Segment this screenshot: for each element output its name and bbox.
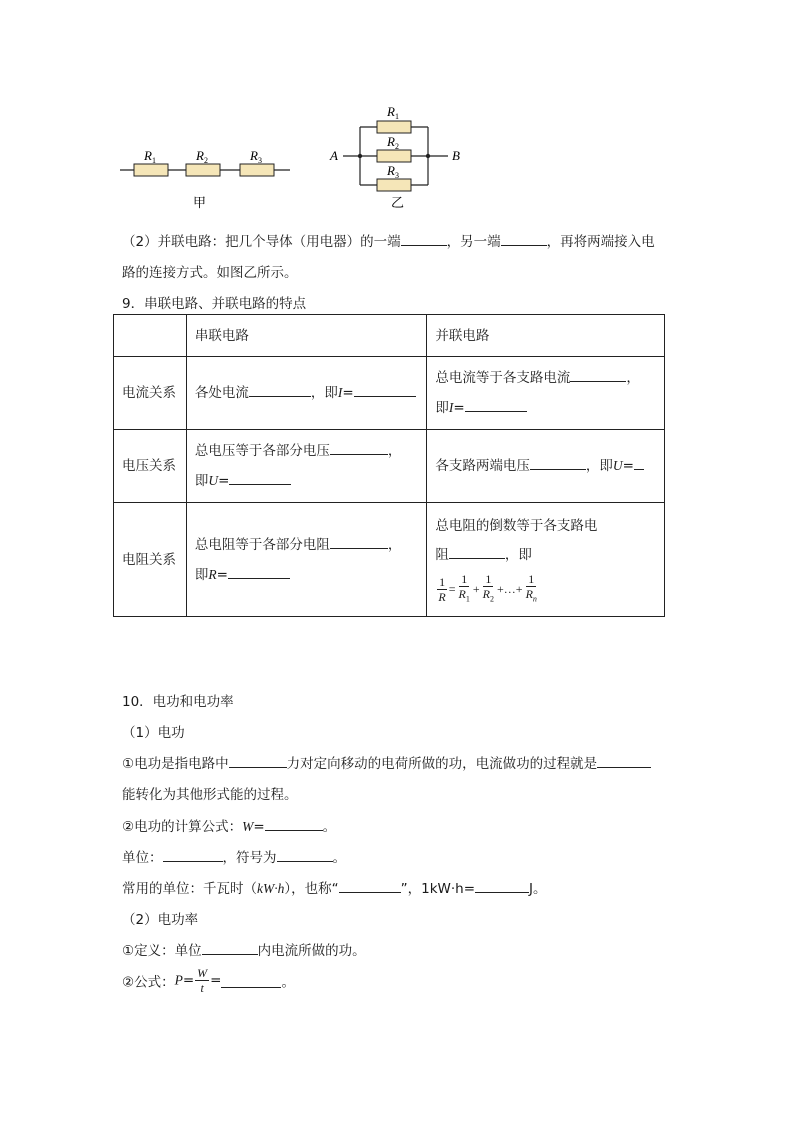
blank-power-formula[interactable] [221,973,281,988]
blank-resistance-series-formula[interactable] [228,564,290,579]
resistor-r3 [240,164,274,176]
blank-current-series-formula[interactable] [354,382,416,397]
blank-unit-alias[interactable] [339,878,401,893]
blank-current-series[interactable] [249,382,311,397]
svg-text:R2: $R_2$ [196,148,208,165]
junction-b [426,154,430,158]
row-label-voltage: 电压关系 [114,430,187,503]
label-r2: R [196,148,204,163]
resistor-r1 [134,164,168,176]
blank-voltage-parallel[interactable] [530,455,586,470]
header-series: 串联电路 [186,315,427,357]
parallel-circuit-diagram [325,100,470,212]
blank-voltage-series-formula[interactable] [229,470,291,485]
q8-2-line2: 路的连接方式。如图乙所示。 [122,265,298,281]
q10-p1-line1: ①电功是指电路中 力对定向移动的电荷所做的功，电流做功的过程就是 [122,752,651,772]
q9-title: 9．串联电路、并联电路的特点 [122,296,307,312]
blank-work-formula[interactable] [265,816,323,831]
q10-sub2: （2）电功率 [122,912,199,928]
svg-text:R3: $R_3$ [387,163,399,180]
blank-electric-energy[interactable] [597,753,651,768]
series-circuit-diagram [118,140,293,215]
blank-current-parallel[interactable] [570,367,626,382]
resistor-r2 [186,164,220,176]
resistor-r2-parallel [377,150,411,162]
circuit-properties-table [113,314,665,617]
q10-p1-line2: 能转化为其他形式能的过程。 [122,787,298,803]
blank-resistance-series[interactable] [330,534,388,549]
table-row-resistance: 电阻关系 总电阻等于各部分电阻 ， 即R= 总电阻的倒数等于各支路电 阻 ，即 $\frac{1}{R}$ = $\frac{1}{R_1}$ + $\frac{1}{R_2}$ +…+ $\frac{1}{R_n}$ [114,503,665,617]
q8-2-line1: （2）并联电路：把几个导体（用电器）的一端 ，另一端 ，再将两端接入电 [122,230,655,250]
blank-voltage-series[interactable] [330,440,388,455]
node-b-label: B [452,148,460,163]
blank-unit-time[interactable] [202,940,258,955]
blank-other-end[interactable] [501,231,547,246]
blank-resistance-parallel[interactable] [449,544,505,559]
blank-voltage-parallel-formula[interactable] [634,455,644,470]
row-label-current: 电流关系 [114,357,187,430]
junction-a [358,154,362,158]
table-header-row [114,315,665,357]
label-r3: R [250,148,258,163]
label-r1: R [144,148,152,163]
svg-text:R3: $R_3$ [250,148,262,165]
q10-title: 10．电功和电功率 [122,694,234,710]
q10-p4: 常用的单位：千瓦时（kW·h），也称“ ”，1kW·h= J。 [122,877,547,897]
blank-current-parallel-formula[interactable] [465,397,527,412]
label-r3-parallel: R [387,163,395,178]
resistor-r1-parallel [377,121,411,133]
q10-p5: ①定义：单位 内电流所做的功。 [122,939,366,959]
blank-one-end[interactable] [401,231,447,246]
label-r2-parallel: R [387,134,395,149]
node-a-label: A [330,148,338,163]
resistor-r3-parallel [377,179,411,191]
table-row-voltage: 电压关系 总电压等于各部分电压 ， 即U= 各支路两端电压 ，即U= [114,430,665,503]
q10-p3: 单位： ，符号为 。 [122,846,346,866]
blank-work-unit[interactable] [163,847,223,862]
power-formula-fraction: $\frac{W}{t}$ [197,966,208,995]
caption-jia: 甲 [193,195,207,210]
row-label-resistance: 电阻关系 [114,503,187,617]
table-row-current: 电流关系 各处电流 ，即I= 总电流等于各支路电流 ， 即I= [114,357,665,430]
header-parallel: 并联电路 [427,315,665,357]
blank-work-symbol[interactable] [277,847,333,862]
svg-text:R2: $R_2$ [387,134,399,151]
svg-text:R1: $R_1$ [387,104,399,121]
q10-p6: ②公式：P= $\frac{W}{t}$ = 。 [122,966,295,995]
svg-text:R1: $R_1$ [144,148,156,165]
label-r1-parallel: R [387,104,395,119]
parallel-resistance-formula: $\frac{1}{R}$ = $\frac{1}{R_1}$ + $\frac{1}{R_2}$ +…+ $\frac{1}{R_n}$ [438,572,537,604]
q10-sub1: （1）电功 [122,725,185,741]
blank-electric-force[interactable] [229,753,287,768]
caption-yi: 乙 [391,195,405,210]
q10-p2: ②电功的计算公式：W= 。 [122,815,336,835]
blank-kwh-joules[interactable] [475,878,529,893]
